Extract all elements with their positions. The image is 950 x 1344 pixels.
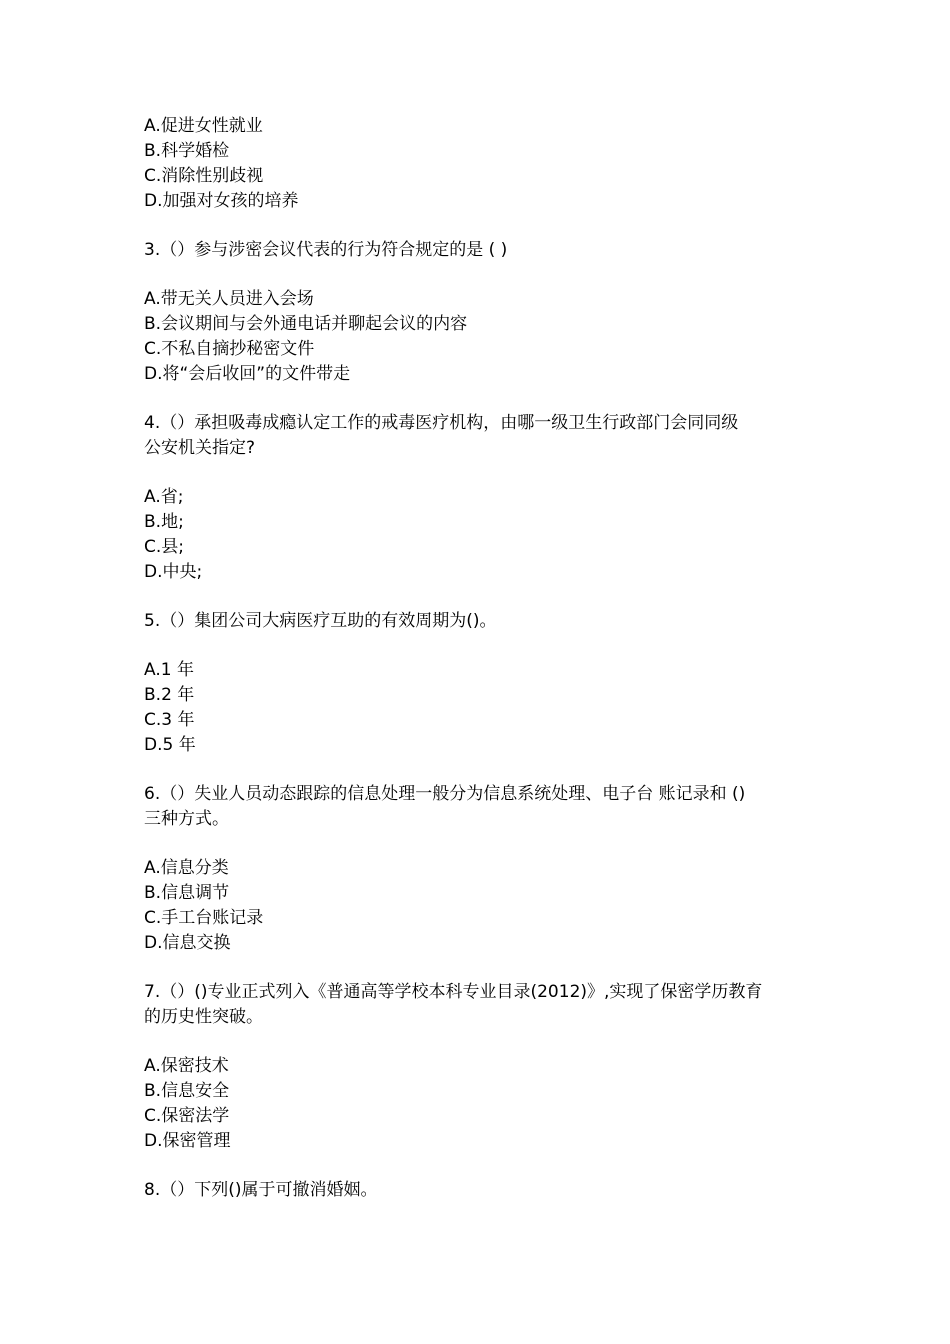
option-b: B.信息安全 bbox=[144, 1081, 230, 1101]
option-d: D.加强对女孩的培养 bbox=[144, 191, 299, 211]
option-c: C.保密法学 bbox=[144, 1106, 230, 1126]
option-c: C.县; bbox=[144, 537, 185, 557]
spacer bbox=[144, 461, 814, 485]
spacer bbox=[144, 585, 814, 609]
spacer bbox=[144, 956, 814, 980]
option-c: C.消除性别歧视 bbox=[144, 166, 264, 186]
spacer bbox=[144, 387, 814, 411]
option-list bbox=[144, 114, 814, 214]
option-c: C.不私自摘抄秘密文件 bbox=[144, 339, 315, 359]
option-b: B.信息调节 bbox=[144, 883, 230, 903]
spacer bbox=[144, 263, 814, 287]
option-d: D.将“会后收回”的文件带走 bbox=[144, 364, 351, 384]
option-list bbox=[144, 1054, 814, 1154]
question-5 bbox=[144, 609, 814, 634]
option-a: A.促进女性就业 bbox=[144, 116, 263, 136]
option-d: D.信息交换 bbox=[144, 933, 231, 953]
option-a: A.保密技术 bbox=[144, 1056, 229, 1076]
option-b: B.科学婚检 bbox=[144, 141, 230, 161]
question-6 bbox=[144, 782, 814, 832]
spacer bbox=[144, 1030, 814, 1054]
option-a: A.信息分类 bbox=[144, 858, 229, 878]
question-7 bbox=[144, 980, 814, 1030]
option-list bbox=[144, 658, 814, 758]
option-d: D.中央; bbox=[144, 562, 203, 582]
question-3 bbox=[144, 238, 814, 263]
option-d: D.5 年 bbox=[144, 735, 196, 755]
option-d: D.保密管理 bbox=[144, 1131, 231, 1151]
option-c: C.手工台账记录 bbox=[144, 908, 264, 928]
question-text-continued: 公安机关指定? bbox=[144, 438, 256, 458]
spacer bbox=[144, 214, 814, 238]
option-c: C.3 年 bbox=[144, 710, 195, 730]
option-b: B.会议期间与会外通电话并聊起会议的内容 bbox=[144, 314, 468, 334]
question-text: 3.（）参与涉密会议代表的行为符合规定的是 ( ) bbox=[144, 240, 508, 260]
question-text: 5.（）集团公司大病医疗互助的有效周期为()。 bbox=[144, 611, 497, 631]
spacer bbox=[144, 1154, 814, 1178]
question-text-continued: 的历史性突破。 bbox=[144, 1007, 263, 1027]
question-text: 6.（）失业人员动态跟踪的信息处理一般分为信息系统处理、电子台 账记录和 () bbox=[144, 784, 746, 804]
option-a: A.省; bbox=[144, 487, 184, 507]
option-b: B.地; bbox=[144, 512, 184, 532]
option-list bbox=[144, 287, 814, 387]
option-list bbox=[144, 485, 814, 585]
option-a: A.带无关人员进入会场 bbox=[144, 289, 314, 309]
spacer bbox=[144, 758, 814, 782]
option-b: B.2 年 bbox=[144, 685, 195, 705]
option-a: A.1 年 bbox=[144, 660, 194, 680]
spacer bbox=[144, 634, 814, 658]
question-text: 7.（）()专业正式列入《普通高等学校本科专业目录(2012)》,实现了保密学历教育 bbox=[144, 982, 763, 1002]
question-text: 4.（）承担吸毒成瘾认定工作的戒毒医疗机构，由哪一级卫生行政部门会同同级 bbox=[144, 413, 739, 433]
question-text-continued: 三种方式。 bbox=[144, 809, 229, 829]
document-content bbox=[144, 114, 814, 1203]
question-text: 8.（）下列()属于可撤消婚姻。 bbox=[144, 1180, 378, 1200]
option-list bbox=[144, 856, 814, 956]
spacer bbox=[144, 832, 814, 856]
question-4 bbox=[144, 411, 814, 461]
question-8 bbox=[144, 1178, 814, 1203]
